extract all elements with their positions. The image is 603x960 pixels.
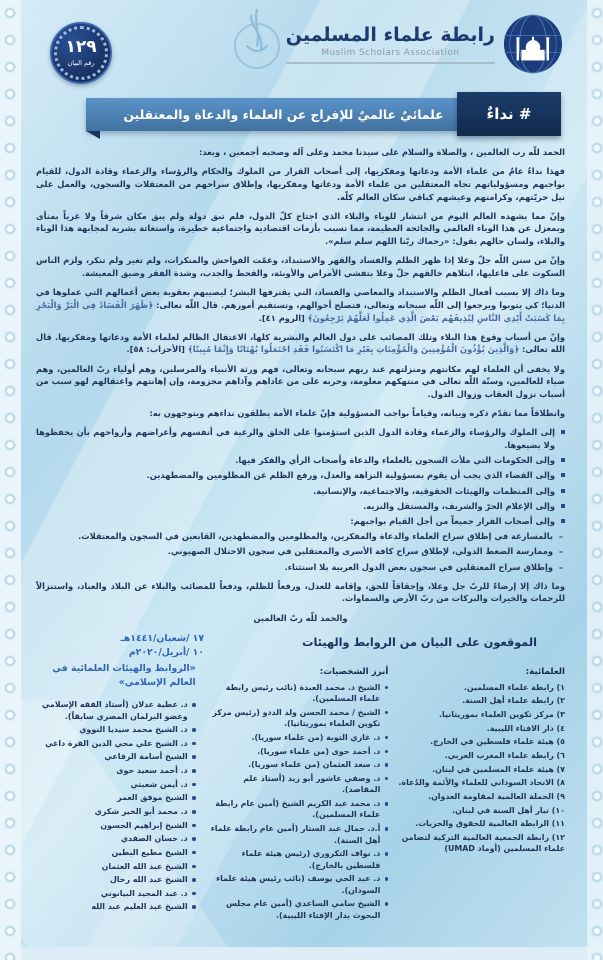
- personality-item: د. محمد عبد الكريم الشيخ (أمين عام رابطة علماء المسلمين).: [205, 798, 389, 821]
- personality-item: د. وصفي عاشور أبو زيد (أستاذ علم المقاصد).: [205, 773, 389, 796]
- organization-item: ٢) رابطة علماء أهل السنة.: [462, 696, 565, 706]
- org-name-underline: [286, 62, 495, 64]
- statement-number-badge: [50, 22, 112, 84]
- personality-item: د. الشيخ علي محي الدين القرة داغي: [36, 738, 196, 749]
- sub-bullet-item: – وممارسة الضغط الدولي، لإطلاق سراح كافة الأسرى والمعتقلين في سجون الاحتلال الصهيوني.: [36, 545, 565, 558]
- date-gregorian: ١٠ /أبريل/٢٠٢٠م: [128, 647, 204, 659]
- organization-item: ٦) رابطة علماء المغرب العربي.: [444, 751, 565, 760]
- paragraph: وإنّ من سنن اللّه جلّ وعلا إذا ظهر الظلم والفساد والقهر والاستبداد، وعمّت الفواحش والمنكرات، ولم تغير ولم تنكر، ولزم الناس السكوت على فاعليها، ابتلاهم خالقهم جلّ وعلا بتفشي الأمراض والأوبئة، والقحط والجدب، وشدة الفقر وضيق المعيشة.: [36, 255, 565, 278]
- personality-item: الشيخ إبراهيم الحسون: [36, 820, 196, 831]
- hashtag-box: [457, 92, 561, 136]
- statement-body: [36, 146, 565, 624]
- signatories-section: [36, 632, 565, 923]
- title-banner: [86, 92, 543, 136]
- bullet-item: وإلى الحكومات التي ملأت السجون بالعلماء والدعاة وأصحاب الرأي والفكر فيها.: [36, 454, 565, 467]
- banner-strip: [86, 98, 481, 131]
- paragraph: وإنّ من أسباب وقوع هذا البلاء وتلك المصائب على دول العالم والبشرية كلها، الاعتقال الظالم لعلماء الأمة ودعاتها ومفكريها. قال الله تعالى: ﴿وَالَّذِينَ يُؤْذُونَ الْمُؤْمِنِينَ وَالْمُؤْمِنَاتِ بِغَيْرِ مَا اكْتَسَبُوا فَقَدِ احْتَمَلُوا بُهْتَانًا وَإِثْمًا مُبِينًا﴾ [الأحزاب: ٥٨].: [36, 331, 565, 355]
- hamdala-line: والحمد للّه ربّ العالمين: [253, 612, 348, 623]
- personalities-list: [205, 682, 389, 921]
- paragraph: ولا يخفى أن العلماء لهم مكانتهم ومنزلتهم عند ربهم سبحانه وتعالى، فهم ورثة الأنبياء والمرسلين، وهم أولياء ربّ العالمين، وهم ضياء للعالمين، وسنّة اللّه تعالى في منتهكهم معلومة، وحربه على من عاداهم وآذاهم مجزومة، وإن إهانتهم واعتقالهم لهو سبب من أسباب نزول العقاب وزوال الدول.: [36, 363, 565, 399]
- personality-item: الشيخ د. محمد العبدة (نائب رئيس رابطة علماء المسلمين).: [205, 682, 389, 705]
- organization-item: ٤) دار الافتاء الليبية.: [486, 723, 565, 733]
- sub-bullet-item: – وإطلاق سراح المعتقلين في سجون بعض الدول العربية بلا استثناء.: [36, 561, 565, 574]
- personality-item: أ.د. جمال عبد الستار (أمين عام رابطة علماء أهل السنة).: [205, 823, 389, 846]
- personality-item: د. أحمد حوى (من علماء سوريا).: [205, 746, 389, 757]
- personality-item: الشيخ سامي الساعدي (أمين عام مجلس البحوث بدار الإفتاء الليبية).: [205, 898, 389, 921]
- personalities-column: [205, 662, 389, 923]
- organization-item: ٣) مركز تكوين العلماء بموريتانيا.: [439, 710, 565, 720]
- personality-item: الشيخ عبد الله العثمان: [36, 861, 196, 872]
- org-name-english: Muslim Scholars Association: [321, 48, 460, 58]
- opening-line: الحمد للّه رب العالمين ، والصلاة والسلام على سيدنا محمد وعلى آله وصحبه أجمعين ، وبعد:: [199, 147, 565, 157]
- organization-item: ٧) هيئة علماء المسلمين في لبنان.: [432, 764, 565, 774]
- sub-bullet-item: – بالمسارعة في إطلاق سراح العلماء والدعاة والمفكرين، والمظلومين والمضطهدين، القابعين في السجون والمعتقلات.: [36, 530, 565, 543]
- bullet-list: [36, 426, 565, 527]
- bullet-item: وإلى الإعلام الحرّ والشريف، والمستقل والنزيه.: [36, 500, 565, 513]
- paragraph: وما ذاك إلا بسبب أفعال الظلم والاستبداد والمعاصي والفساد، التي يقترفها البشر؛ ليصيبهم بعقوبة بعض أعمالهم التي عملوها في الدنيا؛ كي يتوبوا ويرجعوا إلى اللّه سبحانه وتعالى، فتصلح أحوالهم، وتستقيم أمورهم. قال اللّه تعالى: ﴿ظَهَرَ الْفَسَادُ فِي الْبَرِّ وَالْبَحْرِ بِمَا كَسَبَتْ أَيْدِي النَّاسِ لِيُذِيقَهُم بَعْضَ الَّذِي عَمِلُوا لَعَلَّهُمْ يَرْجِعُونَ﴾ [الروم ٤١].: [36, 287, 565, 323]
- hashtag-text: # نداءٌ: [486, 105, 532, 123]
- personalities-heading: أبرز الشخصيات:: [319, 667, 389, 678]
- paragraph: وانطلاقاً مما تقدّم ذكره وبيانه، وقياماً بواجب المسؤولية فإنّ علماء الأمة يطلقون نداءهم ويتوجهون به:: [149, 408, 565, 419]
- personalities-continued-list: [36, 699, 196, 913]
- personality-item: د. الشيخ محمد سيديا النووي: [36, 724, 196, 735]
- personality-item: د. غازي التوبة (من علماء سوريا).: [205, 732, 389, 743]
- sub-bullet-list: [36, 530, 565, 573]
- quran-verse: ﴿ظَهَرَ الْفَسَادُ فِي الْبَرِّ وَالْبَحْرِ بِمَا كَسَبَتْ أَيْدِي النَّاسِ لِيُذِيقَهُم بَعْضَ الَّذِي عَمِلُوا لَعَلَّهُمْ يَرْجِعُونَ﴾: [36, 299, 565, 323]
- personality-item: د. عبد المجيد البيانوني: [36, 888, 196, 899]
- bullet-item: وإلى المنظمات والهيئات الحقوقية، والاجتماعية، والإنسانية.: [36, 485, 565, 498]
- paragraph: وإنّ مما يشهده العالم اليوم من انتشار للوباء والبلاء الذي اجتاح كلّ الدول، فلم تبق دولة ولم يبق مكان شرقاً ولا غرباً بمنأى وبمعزل عن هذا الوباء العالمي والجائحة العظيمة، مما تسبب بأزمات اقتصادية واجتماعية خطيرة، واستغاثة بشرية لمجابهة هذا الوباء والبلاء، ولسان حالهم يقول: «رحماك ربّنا اللهم سلم سلم».: [36, 210, 565, 247]
- organizations-list: [397, 682, 565, 855]
- personality-item: د. نواف التكروري (رئيس هيئة علماء فلسطين بالخارج).: [205, 848, 389, 871]
- organizations-heading: العلمائية:: [525, 667, 565, 678]
- header: [36, 0, 565, 88]
- calligraphy-seal: [221, 6, 293, 78]
- organization-item: ١٠) تيار أهل السنة في لبنان.: [452, 805, 565, 815]
- paragraph: فهذا نداءٌ عامٌ من علماء الأمة ودعاتها ومفكريها، إلى أصحاب القرار من الملوك والحكام والرؤساء والزعماء وقادة الدول، للقيام بواجبهم ومسؤولياتهم تجاه المعتقلين من علماء الأمة ودعاتها ومفكريها، وإطلاق سراحهم من المعتقلات والسجون، والعمل على نيل حريّتهم، وكرامتهم وعيشهم كباقي سكان العالم كلّه.: [36, 166, 565, 202]
- banner-fold: [86, 131, 100, 139]
- personality-item: الشيخ عبد العليم عبد الله: [36, 901, 196, 912]
- statement-number: ١٢٩: [65, 37, 97, 57]
- date-hijri: ١٧ /شعبان/١٤٤١هـ: [120, 633, 204, 645]
- org-name-arabic: رابطة علماء المسلمين: [285, 24, 495, 46]
- globe-mosque-icon: [503, 14, 563, 74]
- statement-number-label: رقم البيان: [67, 59, 95, 67]
- personality-item: د. عطية عدلان (أستاذ الفقه الإسلامي وعضو البرلمان المصري سابقاً).: [36, 699, 196, 722]
- date-caption: «الروابط والهيئات العلمائية في العالم الإسلامي»: [52, 663, 196, 689]
- organization-item: ١) رابطة علماء المسلمين.: [463, 682, 565, 692]
- personality-item: د. حسان الصفدي: [36, 833, 196, 844]
- personality-item: د. سعد العثمان (من علماء سوريا).: [205, 759, 389, 770]
- organization-logo-block: [286, 14, 563, 74]
- organization-item: ١١) الرابطة العالمية للحقوق والحريات.: [415, 819, 565, 829]
- paragraphs: [36, 165, 565, 420]
- personality-item: د. أحمد سعيد حوى: [36, 765, 196, 776]
- signatories-title: الموقعون على البيان من الروابط والهيئات: [302, 636, 537, 650]
- decorative-bottom-band: [0, 947, 603, 960]
- organization-item: ٩) الحملة العالمية لمقاومة العدوان.: [428, 791, 565, 801]
- bullet-item: وإلى القضاء الذي يجب أن يقوم بمسؤولية النزاهة والعدل، ورفع الظلم عن المظلومين والمضطهدين.: [36, 469, 565, 482]
- personalities-continued-column: [36, 662, 196, 923]
- personality-item: الشيخ / محمد الحسن ولد الددو (رئيس مركز تكوين العلماء بموريتانيا).: [205, 707, 389, 730]
- quran-verse: ﴿وَالَّذِينَ يُؤْذُونَ الْمُؤْمِنِينَ وَالْمُؤْمِنَاتِ بِغَيْرِ مَا اكْتَسَبُوا فَقَدِ احْتَمَلُوا بُهْتَانًا وَإِثْمًا مُبِينًا﴾: [187, 344, 520, 355]
- personality-item: د. عبد الحي يوسف (نائب رئيس هيئة علماء السودان).: [205, 873, 389, 896]
- organization-item: ٥) هيئة علماء فلسطين في الخارج.: [430, 737, 565, 747]
- organization-item: ١٢) رابطة الجمعية العالمية التركية لتضامن علماء المسلمين (أوماد UMAD): [401, 832, 565, 854]
- personality-item: الشيخ مطيع البطين: [36, 847, 196, 858]
- organizations-column: [397, 662, 565, 923]
- bullet-item: وإلى أصحاب القرار جميعاً من أجل القيام بواجبهم:: [36, 515, 565, 528]
- personality-item: الشيخ عبد الله رحال: [36, 874, 196, 885]
- bullet-item: إلى الملوك والرؤساء والزعماء وقادة الدول الذين استؤمنوا على الخلق والرعية في أنفسهم وأعراضهم وأرواحهم بأن يحفظوها ولا يضيعوها.: [36, 426, 565, 451]
- closing-paragraph: وما ذاك إلا إرضاءً للربّ جل وعلا، وإحقاقاً للحق، وإقامة للعدل، ورفعاً للظلم، ودفعاً للمصائب والبلاء عن البلاد والعباد، واستنزالاً للرحمات والخيرات والبركات من ربّ الأرض والسماوات.: [36, 580, 565, 604]
- organization-item: ٨) الاتحاد السوداني للعلماء والأئمة والدُعاة.: [398, 778, 565, 788]
- personality-item: د. أيمن شعبتي: [36, 779, 196, 790]
- date-block: [36, 632, 204, 660]
- banner-title: علمائيٌ عالميٌ للإفراج عن العلماء والدعاة والمعتقلين: [123, 107, 444, 122]
- personality-item: الشيخ موفق العمر: [36, 792, 196, 803]
- personality-item: د. محمد أبو الخير شكري: [36, 806, 196, 817]
- personality-item: الشيخ أسامة الرفاعي: [36, 751, 196, 762]
